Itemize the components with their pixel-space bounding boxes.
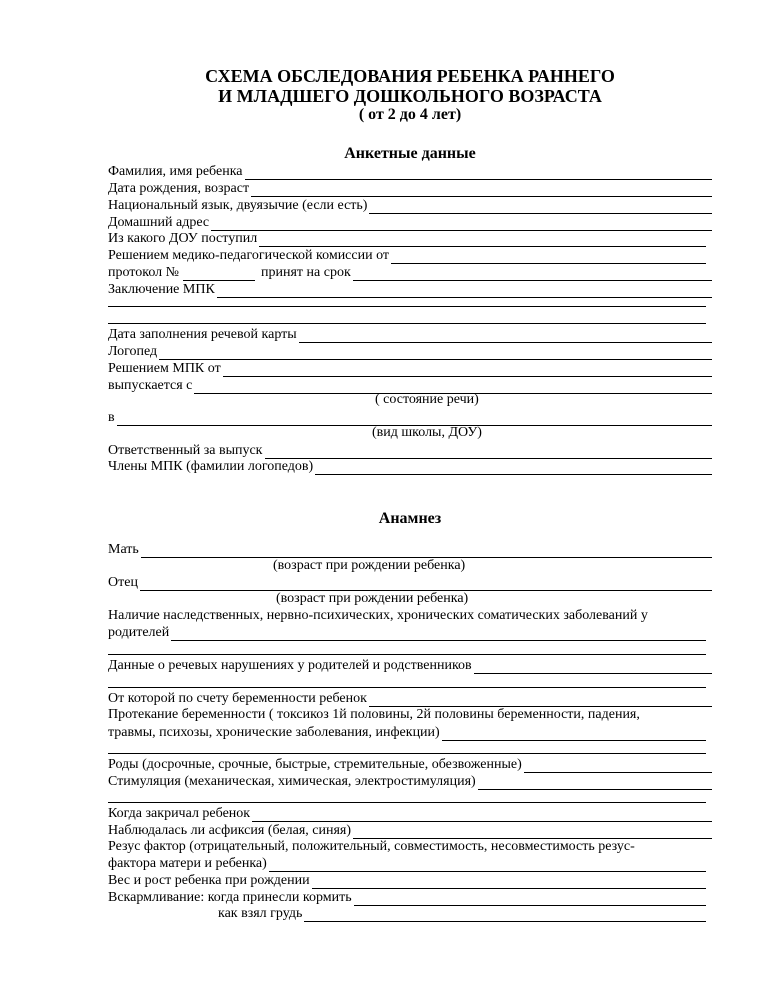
field-members: [108, 458, 712, 475]
field-child-name: [108, 163, 712, 180]
field-label: Роды (досрочные, срочные, быстрые, стремительные, обезвоженные): [108, 757, 522, 772]
term-input[interactable]: [353, 267, 712, 281]
feeding-input[interactable]: [354, 892, 706, 906]
blank-line[interactable]: [108, 802, 706, 803]
speech-disorders-input[interactable]: [474, 660, 712, 674]
hint-mother-age: (возраст при рождении ребенка): [273, 558, 466, 573]
subtitle: ( от 2 до 4 лет): [358, 106, 462, 123]
first-cry-input[interactable]: [252, 808, 712, 822]
father-input[interactable]: [140, 577, 712, 591]
birth-date-input[interactable]: [251, 183, 712, 197]
field-label: От которой по счету беременности ребенок: [108, 691, 367, 706]
decision-date-input[interactable]: [391, 250, 706, 264]
anketa-heading: Анкетные данные: [344, 145, 476, 162]
address-input[interactable]: [211, 217, 712, 231]
breast-input[interactable]: [304, 908, 706, 922]
blank-line[interactable]: [108, 323, 706, 324]
field-label: Стимуляция (механическая, химическая, электростимуляция): [108, 774, 476, 789]
field-label: Решением МПК от: [108, 361, 221, 376]
field-label: Дата рождения, возраст: [108, 181, 250, 196]
field-dou: [108, 230, 706, 247]
field-label: Отец: [108, 575, 138, 590]
field-mpk-decision: [108, 360, 712, 377]
field-language: [108, 197, 712, 214]
field-label: как взял грудь: [218, 906, 303, 921]
dou-input[interactable]: [259, 233, 706, 247]
field-logoped: [108, 343, 712, 360]
field-hereditary: [108, 624, 706, 641]
members-input[interactable]: [315, 461, 712, 475]
field-pregnancy-number: [108, 690, 712, 707]
card-date-input[interactable]: [299, 329, 712, 343]
mother-input[interactable]: [141, 544, 712, 558]
field-to: [108, 409, 712, 426]
mpk-decision-input[interactable]: [223, 363, 712, 377]
field-label: Фамилия, имя ребенка: [108, 164, 243, 179]
rh-input[interactable]: [269, 858, 706, 872]
field-label: в: [108, 410, 115, 425]
field-label: Логопед: [108, 344, 158, 359]
pregnancy-course-text: Протекание беременности ( токсикоз 1й половины, 2й половины беременности, падения,: [108, 707, 640, 722]
birth-type-input[interactable]: [524, 759, 712, 773]
field-responsible: [108, 442, 712, 459]
field-pregnancy-course: [108, 724, 706, 741]
field-card-date: [108, 326, 712, 343]
logoped-input[interactable]: [159, 346, 712, 360]
field-label: фактора матери и ребенка): [108, 856, 267, 871]
field-breast: [108, 905, 706, 922]
anamnesis-heading: Анамнез: [378, 510, 442, 527]
hint-school-type: (вид школы, ДОУ): [372, 425, 482, 440]
weight-height-input[interactable]: [312, 875, 706, 889]
field-label: выпускается с: [108, 378, 193, 393]
field-protocol: [108, 264, 712, 281]
responsible-input[interactable]: [265, 445, 713, 459]
field-address: [108, 214, 712, 231]
field-label: протокол №: [108, 265, 179, 280]
blank-line[interactable]: [108, 753, 706, 754]
protocol-number-input[interactable]: [183, 267, 255, 281]
field-label: Вес и рост ребенка при рождении: [108, 873, 310, 888]
hint-father-age: (возраст при рождении ребенка): [276, 591, 469, 606]
blank-line[interactable]: [108, 306, 706, 307]
language-input[interactable]: [369, 200, 712, 214]
pregnancy-number-input[interactable]: [369, 693, 712, 707]
field-label: Заключение МПК: [108, 282, 215, 297]
field-label: травмы, психозы, хронические заболевания, инфекции): [108, 725, 440, 740]
field-label: Наблюдалась ли асфиксия (белая, синяя): [108, 823, 352, 838]
field-label: Данные о речевых нарушениях у родителей и родственников: [108, 658, 472, 673]
field-label: Вскармливание: когда принесли кормить: [108, 890, 352, 905]
field-label: Когда закричал ребенок: [108, 806, 251, 821]
field-label: родителей: [108, 625, 170, 640]
field-label: Дата заполнения речевой карты: [108, 327, 297, 342]
field-father: [108, 574, 712, 591]
child-name-input[interactable]: [245, 166, 713, 180]
stimulation-input[interactable]: [478, 776, 712, 790]
field-label: Мать: [108, 542, 139, 557]
field-label: Решением медико-педагогической комиссии от: [108, 248, 390, 263]
field-label: Домашний адрес: [108, 215, 210, 230]
field-birth-type: [108, 756, 712, 773]
hint-speech-state: ( состояние речи): [375, 392, 479, 407]
field-feeding: [108, 889, 706, 906]
field-mother: [108, 541, 712, 558]
field-mpk-conclusion: [108, 281, 712, 298]
field-stimulation: [108, 773, 712, 790]
hereditary-text: Наличие наследственных, нервно-психических, хронических соматических заболеваний у: [108, 608, 648, 623]
field-first-cry: [108, 805, 712, 822]
title-line-1: СХЕМА ОБСЛЕДОВАНИЯ РЕБЕНКА РАННЕГО: [205, 66, 615, 86]
field-label: Ответственный за выпуск: [108, 443, 263, 458]
field-rh: [108, 855, 706, 872]
field-birth-date: [108, 180, 712, 197]
blank-line[interactable]: [108, 687, 706, 688]
field-label: Члены МПК (фамилии логопедов): [108, 459, 314, 474]
asphyxia-input[interactable]: [353, 825, 712, 839]
field-asphyxia: [108, 822, 712, 839]
field-label: Национальный язык, двуязычие (если есть): [108, 198, 368, 213]
field-label: принят на срок: [261, 265, 351, 280]
to-input[interactable]: [117, 412, 712, 426]
pregnancy-course-input[interactable]: [442, 727, 706, 741]
field-weight-height: [108, 872, 706, 889]
rh-text: Резус фактор (отрицательный, положительный, совместимость, несовместимость резус-: [108, 839, 635, 854]
field-label: Из какого ДОУ поступил: [108, 231, 258, 246]
hereditary-input[interactable]: [171, 627, 706, 641]
field-decision: [108, 247, 706, 264]
field-speech-disorders: [108, 657, 712, 674]
title-line-2: И МЛАДШЕГО ДОШКОЛЬНОГО ВОЗРАСТА: [218, 86, 602, 106]
blank-line[interactable]: [108, 654, 706, 655]
mpk-conclusion-input[interactable]: [217, 284, 712, 298]
